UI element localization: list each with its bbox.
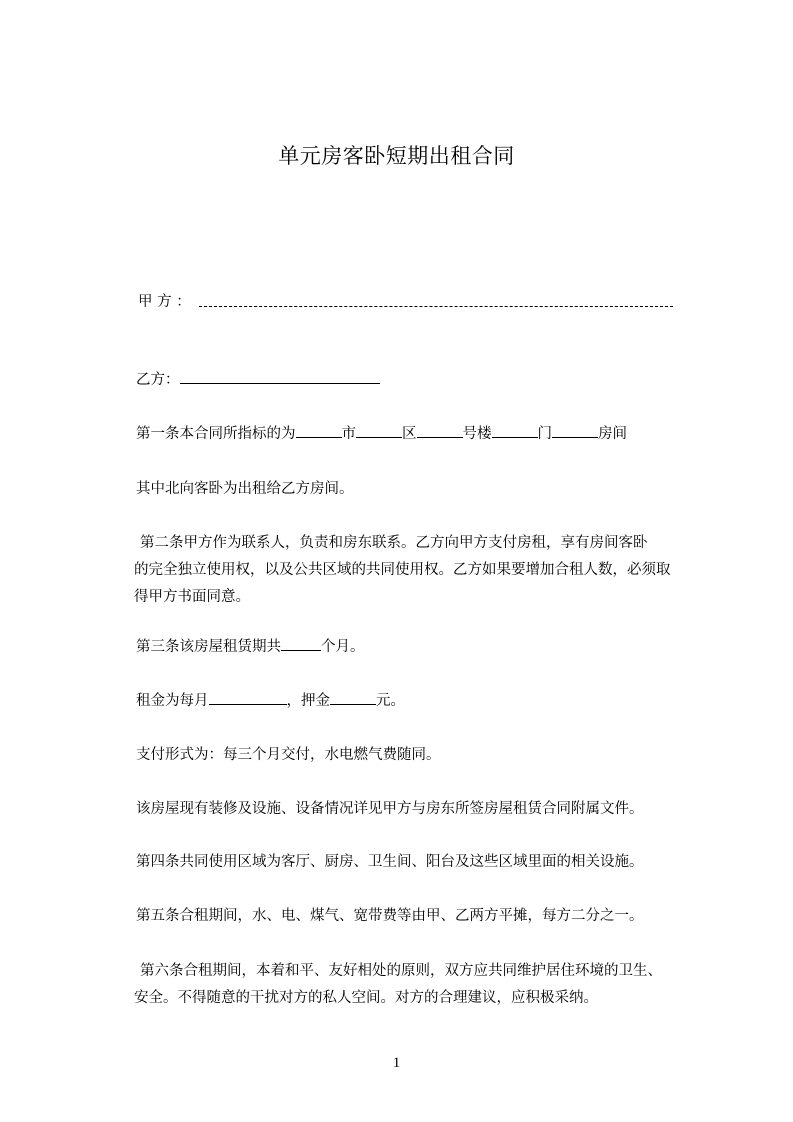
- clause-3-text: 第三条该房屋租赁期共: [136, 639, 281, 655]
- rent-suffix: 元。: [376, 693, 405, 709]
- party-b-label: 乙方：: [136, 372, 180, 388]
- party-a-line: [138, 288, 673, 316]
- clause-1-text: 第一条本合同所指标的为: [136, 426, 296, 442]
- deposit-text: ，押金: [286, 693, 330, 709]
- rent-blank: [209, 690, 287, 705]
- deposit-blank: [330, 690, 376, 705]
- room-blank: [552, 423, 598, 438]
- door-blank: [492, 423, 538, 438]
- clause-1-note: 其中北向客卧为出租给乙方房间。: [136, 481, 354, 497]
- clause-4: 第四条共同使用区域为客厅、厨房、卫生间、阳台及这些区域里面的相关设施。: [136, 854, 644, 870]
- rent-line: [136, 687, 405, 715]
- page-number: 1: [392, 1055, 401, 1071]
- clause-2-line-2: 的完全独立使用权，以及公共区域的共同使用权。乙方如果要增加合租人数，必须取: [134, 562, 671, 578]
- clause-5: 第五条合租期间，水、电、煤气、宽带费等由甲、乙两方平摊，每方二分之一。: [136, 908, 644, 924]
- clause-6-line-1: 第六条合租期间，本着和平、友好相处的原则，双方应共同维护居住环境的卫生、: [140, 963, 662, 979]
- clause-1: [136, 420, 627, 448]
- clause-1-building: 号楼: [462, 426, 492, 442]
- clause-2-line-1: 第二条甲方作为联系人，负责和房东联系。乙方向甲方支付房租，享有房间客卧: [140, 535, 648, 551]
- clause-3-suffix: 个月。: [321, 639, 365, 655]
- months-blank: [281, 636, 321, 651]
- clause-3: [136, 633, 365, 661]
- clause-1-city: 市: [341, 426, 356, 442]
- payment-line: 支付形式为：每三个月交付，水电燃气费随同。: [136, 747, 441, 763]
- facilities-line: 该房屋现有装修及设施、设备情况详见甲方与房东所签房屋租赁合同附属文件。: [136, 801, 644, 817]
- party-a-label: 甲 方 ：: [138, 294, 191, 310]
- clause-2-line-3: 得甲方书面同意。: [134, 589, 250, 605]
- clause-6-line-2: 安全。不得随意的干扰对方的私人空间。对方的合理建议，应积极采纳。: [134, 990, 598, 1006]
- party-a-blank: [199, 298, 673, 307]
- clause-1-door: 门: [537, 426, 552, 442]
- party-b-blank: [180, 369, 380, 384]
- district-blank: [356, 423, 402, 438]
- building-blank: [417, 423, 463, 438]
- city-blank: [296, 423, 342, 438]
- rent-text: 租金为每月: [136, 693, 209, 709]
- clause-1-district: 区: [402, 426, 417, 442]
- clause-1-room: 房间: [598, 426, 627, 442]
- party-b-line: [136, 366, 380, 394]
- document-title: 单元房客卧短期出租合同: [278, 144, 515, 168]
